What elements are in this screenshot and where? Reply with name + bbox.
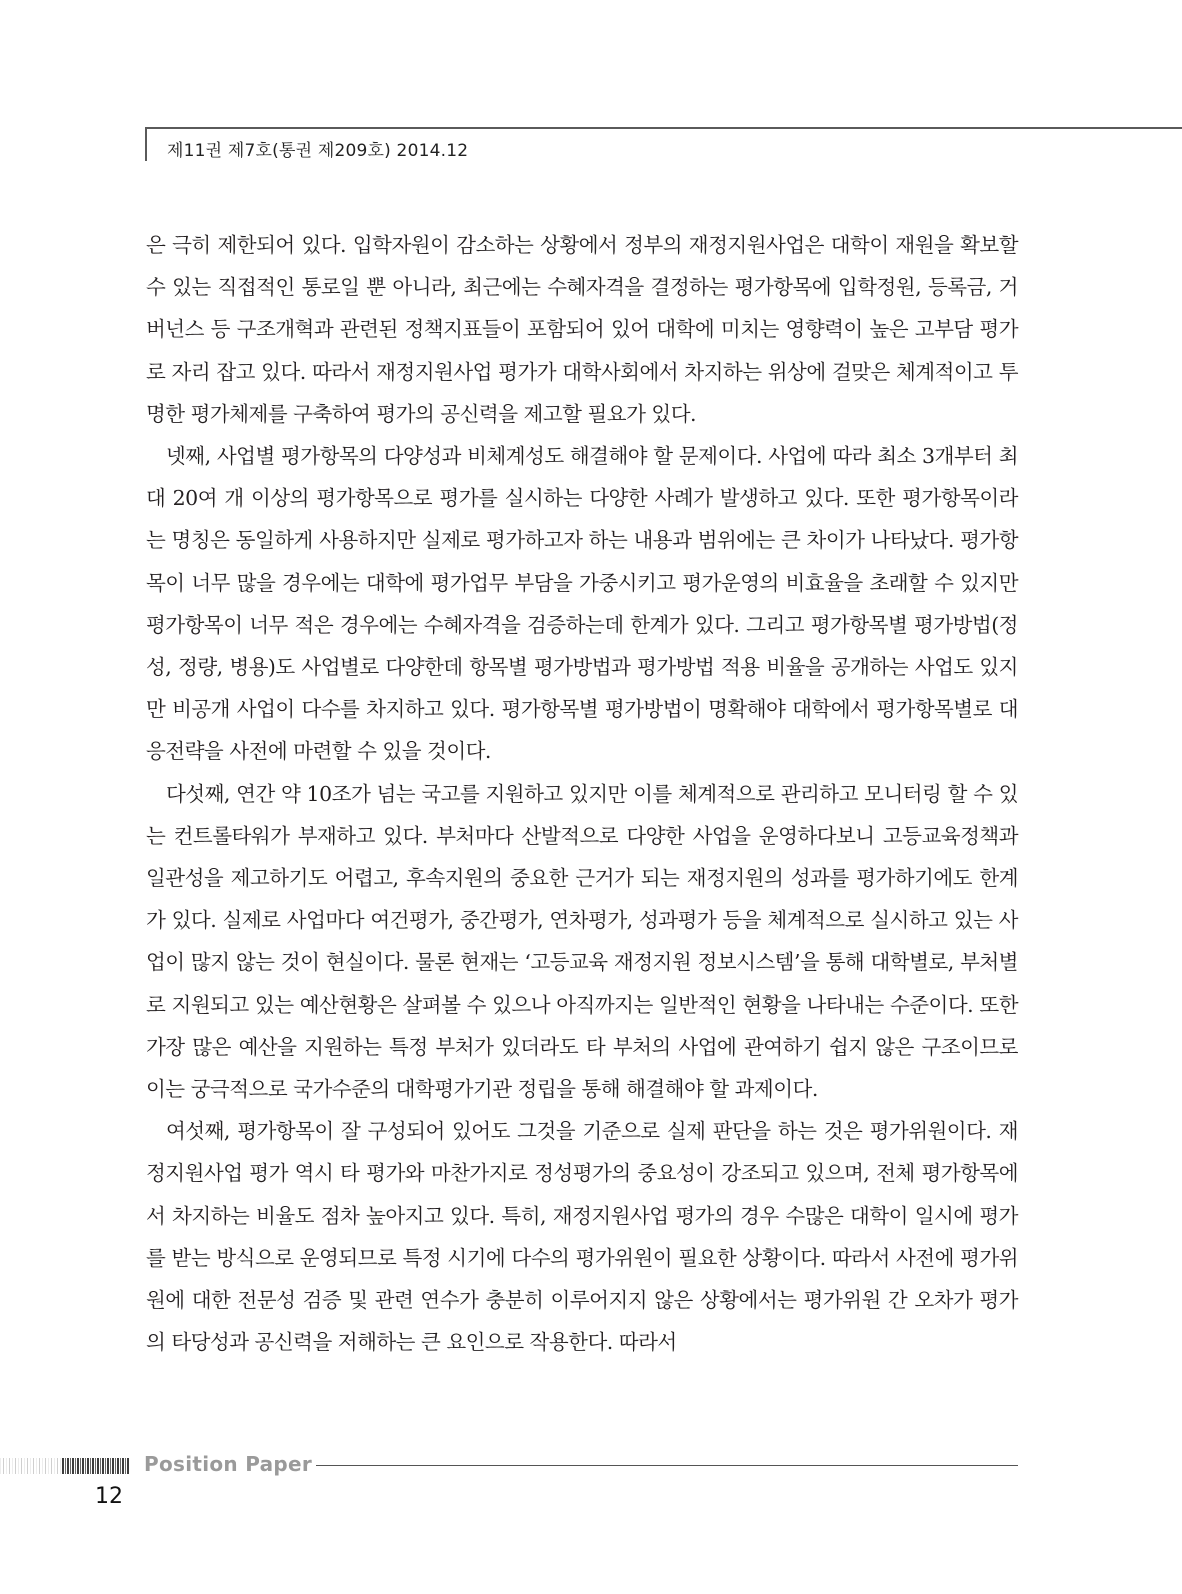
paragraph-sixth: 여섯째, 평가항목이 잘 구성되어 있어도 그것을 기준으로 실제 판단을 하는 것은 평가위원이다. 재정지원사업 평가 역시 타 평가와 마찬가지로 정성평가의 중요성이 강조되고 있으며, 전체 평가항목에서 차지하는 비율도 점차 높아지고 있다. 특히, 재정지원사업 평가의 경우 수많은 대학이 일시에 평가를 받는 방식으로 운영되므로 특정 시기에 다수의 평가위원이 필요한 상황이다. 따라서 사전에 평가위원에 대한 전문성 검증 및 관련 연수가 충분히 이루어지지 않은 상황에서는 평가위원 간 오차가 평가의 타당성과 공신력을 저해하는 큰 요인으로 작용한다. 따라서 <box>146 1119 1018 1355</box>
footer-divider <box>316 1465 1018 1466</box>
article-body <box>146 224 1018 1363</box>
paragraph-fifth: 다섯째, 연간 약 10조가 넘는 국고를 지원하고 있지만 이를 체계적으로 관리하고 모니터링 할 수 있는 컨트롤타워가 부재하고 있다. 부처마다 산발적으로 다양한 사업을 운영하다보니 고등교육정책과 일관성을 제고하기도 어렵고, 후속지원의 중요한 근거가 되는 재정지원의 성과를 평가하기에도 한계가 있다. 실제로 사업마다 여건평가, 중간평가, 연차평가, 성과평가 등을 체계적으로 실시하고 있는 사업이 많지 않는 것이 현실이다. 물론 현재는 ‘고등교육 재정지원 정보시스템’을 통해 대학별로, 부처별로 지원되고 있는 예산현황은 살펴볼 수 있으나 아직까지는 일반적인 현황을 나타내는 수준이다. 또한 가장 많은 예산을 지원하는 특정 부처가 있더라도 타 부처의 사업에 관여하기 쉽지 않은 구조이므로 이는 궁극적으로 국가수준의 대학평가기관 정립을 통해 해결해야 할 과제이다. <box>146 781 1018 1102</box>
footer-section-label: Position Paper <box>144 1452 313 1476</box>
running-header <box>145 127 1182 161</box>
paragraph-fourth: 넷째, 사업별 평가항목의 다양성과 비체계성도 해결해야 할 문제이다. 사업에 따라 최소 3개부터 최대 20여 개 이상의 평가항목으로 평가를 실시하는 다양한 사례가 발생하고 있다. 또한 평가항목이라는 명칭은 동일하게 사용하지만 실제로 평가하고자 하는 내용과 범위에는 큰 차이가 나타났다. 평가항목이 너무 많을 경우에는 대학에 평가업무 부담을 가중시키고 평가운영의 비효율을 초래할 수 있지만 평가항목이 너무 적은 경우에는 수혜자격을 검증하는데 한계가 있다. 그리고 평가항목별 평가방법(정성, 정량, 병용)도 사업별로 다양한데 항목별 평가방법과 평가방법 적용 비율을 공개하는 사업도 있지만 비공개 사업이 다수를 차지하고 있다. 평가항목별 평가방법이 명확해야 대학에서 평가항목별로 대응전략을 사전에 마련할 수 있을 것이다. <box>146 444 1018 764</box>
paragraph-continued: 은 극히 제한되어 있다. 입학자원이 감소하는 상황에서 정부의 재정지원사업은 대학이 재원을 확보할 수 있는 직접적인 통로일 뿐 아니라, 최근에는 수혜자격을 결정하는 평가항목에 입학정원, 등록금, 거버넌스 등 구조개혁과 관련된 정책지표들이 포함되어 있어 대학에 미치는 영향력이 높은 고부담 평가로 자리 잡고 있다. 따라서 재정지원사업 평가가 대학사회에서 차지하는 위상에 걸맞은 체계적이고 투명한 평가체제를 구축하여 평가의 공신력을 제고할 필요가 있다. <box>146 233 1018 426</box>
issue-info: 제11권 제7호(통권 제209호) 2014.12 <box>167 141 469 161</box>
footer-barcode-decoration <box>0 1458 130 1474</box>
page-number: 12 <box>95 1484 123 1509</box>
